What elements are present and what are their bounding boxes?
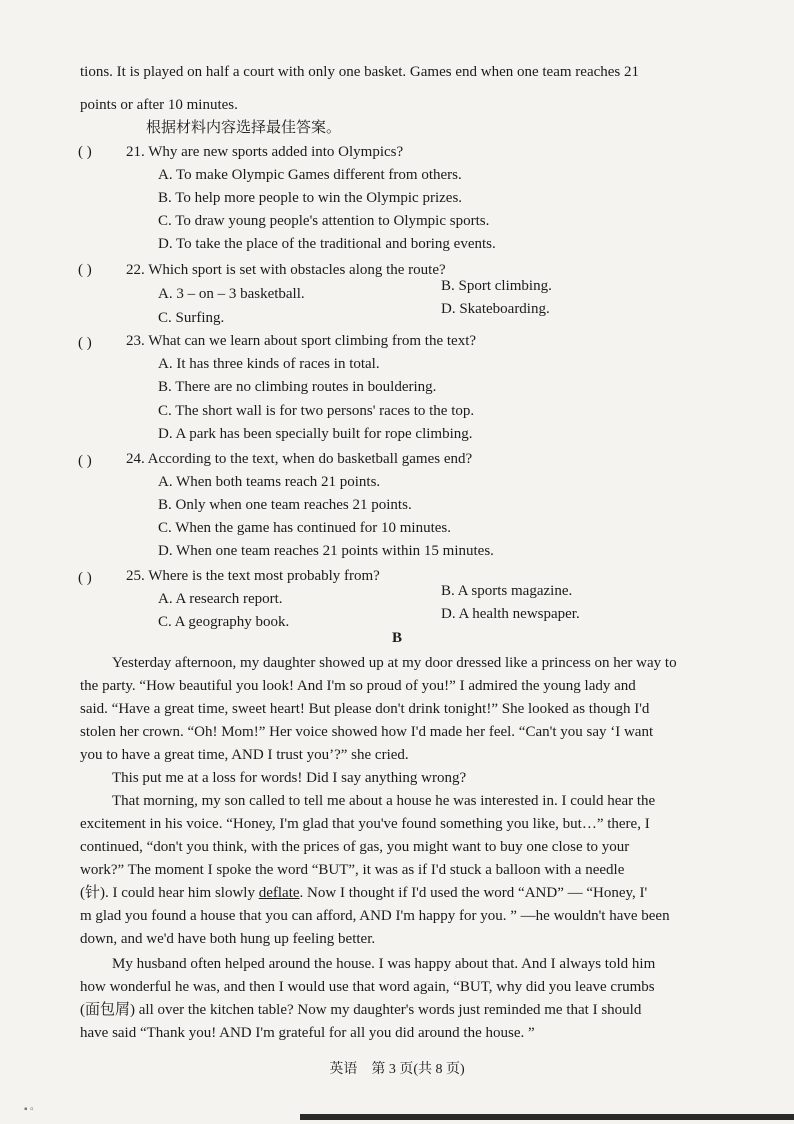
question-24-paren: ( ) xyxy=(78,453,92,469)
passage-b-p3-line-5: (针). I could hear him slowly deflate. Now I thought if I'd used the word “AND” — “Honey, I' xyxy=(80,885,648,901)
question-22-paren: ( ) xyxy=(78,262,92,278)
question-23-paren: ( ) xyxy=(78,335,92,351)
question-21-paren: ( ) xyxy=(78,144,92,160)
question-23-option-a: A. It has three kinds of races in total. xyxy=(158,356,380,372)
page-footer: 英语 第 3 页(共 8 页) xyxy=(329,1062,465,1077)
question-22-option-b: B. Sport climbing. xyxy=(441,278,552,294)
passage-b-p4-line-1: My husband often helped around the house. I was happy about that. And I always told him xyxy=(112,956,656,972)
question-23-stem: 23. What can we learn about sport climbing from the text? xyxy=(126,333,477,349)
question-21-option-b: B. To help more people to win the Olympic prizes. xyxy=(158,190,463,206)
question-24-option-d: D. When one team reaches 21 points within 15 minutes. xyxy=(158,543,494,559)
passage-a-line-2: points or after 10 minutes. xyxy=(80,97,238,113)
question-25-stem: 25. Where is the text most probably from? xyxy=(126,568,380,584)
passage-b-p1-line-1: Yesterday afternoon, my daughter showed up at my door dressed like a princess on her way to xyxy=(112,655,677,671)
passage-b-p3-line-4: work?” The moment I spoke the word “BUT”, it was as if I'd stuck a balloon with a needle xyxy=(80,862,625,878)
passage-b-p4-line-3: (面包屑) all over the kitchen table? Now my daughter's words just reminded me that I should xyxy=(80,1002,642,1018)
question-25-paren: ( ) xyxy=(78,570,92,586)
question-22-option-a: A. 3 – on – 3 basketball. xyxy=(158,286,305,302)
question-24-option-b: B. Only when one team reaches 21 points. xyxy=(158,497,412,513)
question-25-option-b: B. A sports magazine. xyxy=(441,583,573,599)
passage-b-p3-line-2: excitement in his voice. “Honey, I'm glad that you've found something you like, but…” there, I xyxy=(80,816,650,832)
question-25-option-a: A. A research report. xyxy=(158,591,283,607)
passage-b-p1-line-5: you to have a great time, AND I trust you’?” she cried. xyxy=(80,747,409,763)
question-24-stem: 24. According to the text, when do basketball games end? xyxy=(126,451,473,467)
question-23-option-b: B. There are no climbing routes in bouldering. xyxy=(158,379,437,395)
question-24-option-a: A. When both teams reach 21 points. xyxy=(158,474,381,490)
scan-speck: ▪ ▫ xyxy=(24,1104,34,1115)
passage-b-p1-line-2: the party. “How beautiful you look! And I'm so proud of you!” I admired the young lady and xyxy=(80,678,636,694)
underlined-word: deflate xyxy=(258,885,300,901)
question-25-option-c: C. A geography book. xyxy=(158,614,290,630)
passage-a-line-1: tions. It is played on half a court with only one basket. Games end when one team reaches 21 xyxy=(80,64,640,80)
passage-b-paragraph-4 xyxy=(80,953,732,1045)
passage-b-p4-line-4: have said “Thank you! AND I'm grateful for all you did around the house. ” xyxy=(80,1025,535,1041)
passage-b-p3-line-7: down, and we'd have both hung up feeling better. xyxy=(80,931,376,947)
passage-b-paragraph-3 xyxy=(80,790,732,951)
question-23-option-d: D. A park has been specially built for rope climbing. xyxy=(158,426,473,442)
question-22-option-c: C. Surfing. xyxy=(158,310,225,326)
passage-b-p3-line-3: continued, “don't you think, with the prices of gas, you might want to buy one close to your xyxy=(80,839,630,855)
section-b-heading: B xyxy=(391,630,402,646)
question-25-option-d: D. A health newspaper. xyxy=(441,606,580,622)
passage-b-p3-line-6: m glad you found a house that you can afford, AND I'm happy for you. ” —he wouldn't have been xyxy=(80,908,670,924)
passage-b-p2-line-1: This put me at a loss for words! Did I say anything wrong? xyxy=(112,770,467,786)
question-23-option-c: C. The short wall is for two persons' races to the top. xyxy=(158,403,475,419)
passage-b-p3-line-1: That morning, my son called to tell me about a house he was interested in. I could hear the xyxy=(112,793,656,809)
passage-b-paragraph-1 xyxy=(80,652,732,767)
question-21-option-c: C. To draw young people's attention to Olympic sports. xyxy=(158,213,490,229)
question-24-option-c: C. When the game has continued for 10 minutes. xyxy=(158,520,451,536)
passage-b-p1-line-4: stolen her crown. “Oh! Mom!” Her voice showed how I'd made her feel. “Can't you say ‘I want xyxy=(80,724,654,740)
passage-b-paragraph-2 xyxy=(80,767,732,790)
passage-b-p4-line-2: how wonderful he was, and then I would use that word again, “BUT, why did you leave crumbs xyxy=(80,979,655,995)
question-21-option-a: A. To make Olympic Games different from others. xyxy=(158,167,462,183)
passage-b-p1-line-3: said. “Have a great time, sweet heart! But please don't drink tonight!” She looked as though I'd xyxy=(80,701,650,717)
question-22-stem: 22. Which sport is set with obstacles along the route? xyxy=(126,262,446,278)
question-22-option-d: D. Skateboarding. xyxy=(441,301,550,317)
bottom-edge-rule xyxy=(300,1114,794,1120)
instruction: 根据材料内容选择最佳答案。 xyxy=(146,120,342,136)
question-21-option-d: D. To take the place of the traditional and boring events. xyxy=(158,236,496,252)
question-21-stem: 21. Why are new sports added into Olympics? xyxy=(126,144,404,160)
